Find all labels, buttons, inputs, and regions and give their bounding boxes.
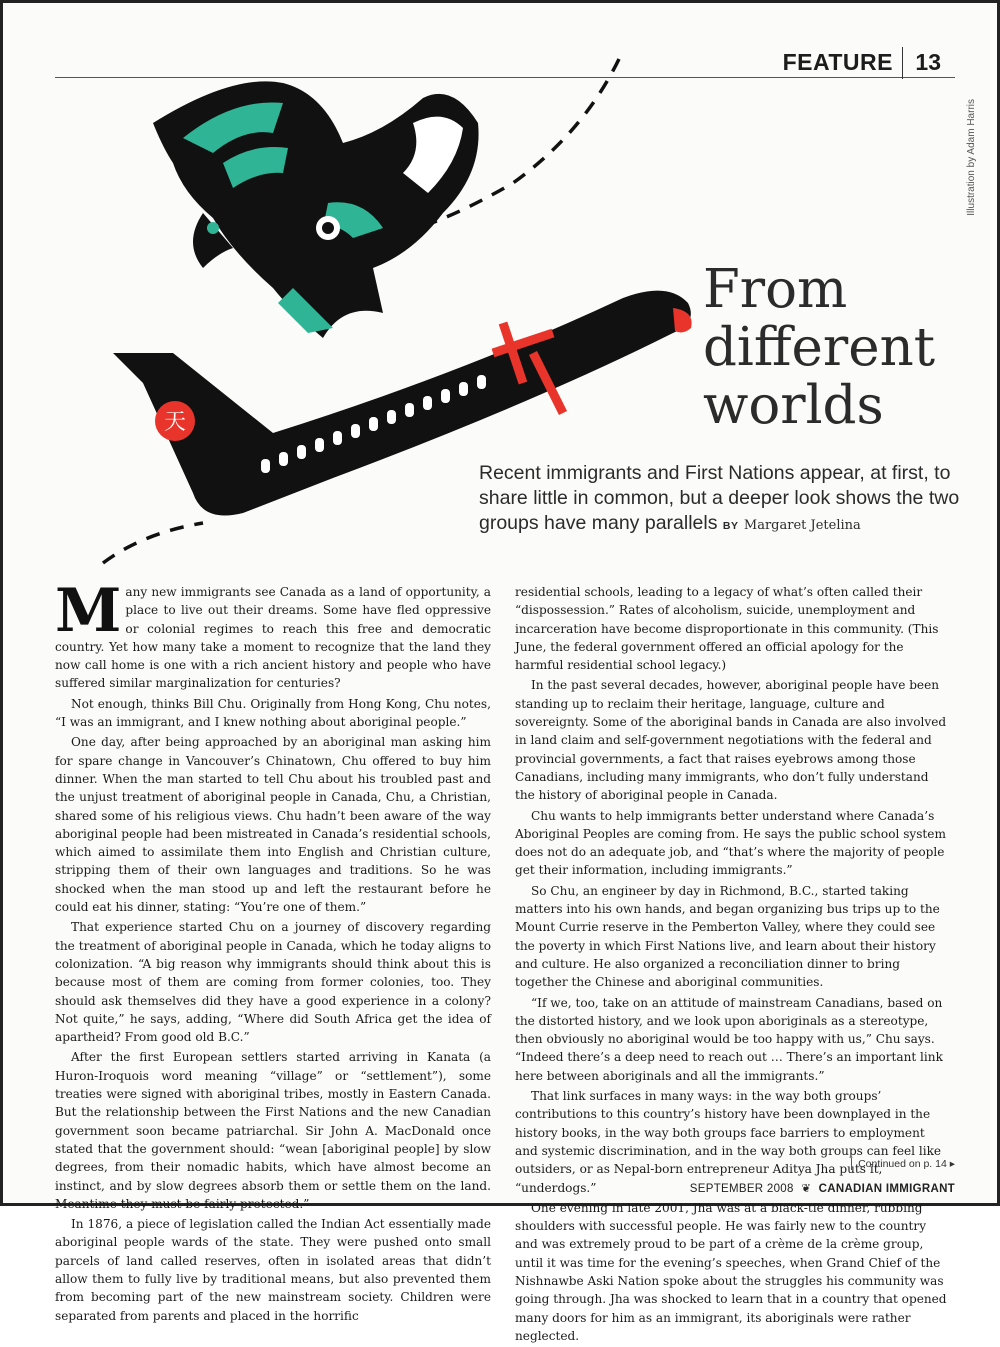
- article-title: [703, 261, 993, 435]
- article-dek: [479, 461, 979, 539]
- continued-link[interactable]: Continued on p. 14 ▸: [851, 1158, 955, 1170]
- paragraph: Many new immigrants see Canada as a land of opportunity, a place to live out their dreams. Some have fled oppressive or colonial regimes to reach this free and democratic country. Yet how many take a moment to recognize that the land they now call home is one with a rich ancient history and people who have suffered similar marginalization for centuries?: [55, 576, 491, 691]
- magazine-name: CANADIAN IMMIGRANT: [818, 1183, 955, 1195]
- body-column-left: [55, 576, 491, 1327]
- drop-cap: M: [55, 576, 122, 646]
- illustration-credit: Illustration by Adam Harris: [966, 99, 977, 216]
- paragraph: So Chu, an engineer by day in Richmond, B.C., started taking matters into his own hands, and began organizing bus trips up to the Mount Currie reserve in the Pemberton Valley, where they could see the poverty in which First Nations live, and learn about their history and culture. He also organized a reconciliation dinner to bring together the Chinese and aboriginal communities.: [515, 883, 940, 990]
- plane-tail-glyph: 天: [163, 410, 187, 435]
- author-name: Margaret Jetelina: [743, 518, 861, 533]
- paragraph: residential schools, leading to a legacy of what’s often called their “dispossession.” Rates of alcoholism, suicide, unemployment and incarceration have become disproportionate in this community. (This June, the federal government offered an official apology for the harmful residential school legacy.): [515, 585, 939, 673]
- paragraph: That link surfaces in many ways: in the way both groups’ contributions to this country’s history have been downplayed in the history books, in the way both groups face barriers to employment and systemic discrimination, and in the way both groups can feel like outsiders, or as Nepal-born entrepreneur Aditya Jha puts it, “underdogs.”: [515, 1089, 942, 1195]
- byline-label: BY: [722, 520, 739, 532]
- maple-leaf-icon: ❦: [801, 1183, 812, 1195]
- dek-text: Recent immigrants and First Nations appear, at first, to share little in common, but a deeper look shows the two groups have many parallels: [479, 462, 960, 534]
- issue-date: SEPTEMBER 2008: [689, 1183, 794, 1195]
- title-line: worlds: [703, 375, 884, 436]
- paragraph: After the first European settlers started arriving in Kanata (a Huron-Iroquois word meaning “village” or “settlement”), some treaties were signed with aboriginal tribes, mostly in Eastern Canada. But the relationship between the First Nations and the new Canadian government soon became patriarchal. Sir John A. MacDonald once stated that the government should: “wean [aboriginal people] by slow degrees, from their nomadic habits, which have almost become an instinct, and by slow degrees absorb them or settle them on the land. Meantime they must be fairly protected.”: [55, 1050, 491, 1211]
- paragraph: Not enough, thinks Bill Chu. Originally from Hong Kong, Chu notes, “I was an immigrant, and I knew nothing about aboriginal people.”: [55, 696, 491, 730]
- paragraph: One evening in late 2001, Jha was at a black-tie dinner, rubbing shoulders with successful people. He was fairly new to the country and was extremely proud to be part of a crème de la crème group, until it was time for the evening’s speeches, when Grand Chief of the Nishnawbe Aski Nation spoke about the struggles his community was going through. Jha was shocked to learn that in a country that opened many doors for him as an immigrant, its aboriginals were rather neglected.: [515, 1200, 947, 1343]
- flight-path-lower: [103, 523, 203, 563]
- paragraph: That experience started Chu on a journey of discovery regarding the treatment of aboriginal people in Canada, which he today aligns to colonization. “A big reason why immigrants should think about this is because most of them are coming from former colonies, too. They should ask themselves did they have a good experience in a colony? Not quite,” he says, adding, “Where did South Africa get the idea of apartheid? From good old B.C.”: [55, 920, 491, 1045]
- thunderbird-icon: [153, 81, 479, 338]
- paragraph: Chu wants to help immigrants better understand where Canada’s Aboriginal Peoples are coming from. He says the public school system does not do an adequate job, and “that’s where the majority of people get their information, including immigrants.”: [515, 808, 946, 878]
- section-label: FEATURE: [782, 49, 893, 75]
- body-column-right: [515, 583, 951, 1347]
- paragraph: In 1876, a piece of legislation called the Indian Act essentially made aboriginal people wards of the state. They were pushed onto small parcels of land called reserves, often in isolated areas that didn’t allow them to fully live by traditional means, but also prevented them from becoming part of the new mainstream society. Children were separated from parents and placed in the horrific: [55, 1217, 491, 1323]
- paragraph: In the past several decades, however, aboriginal people have been standing up to reclaim their heritage, language, culture and sovereignty. Some of the aboriginal bands in Canada are also involved in land claim and self-government negotiations with the federal and provincial governments, a fact that raises eyebrows among those Canadians, including many immigrants, who don’t fully understand the history of aboriginal people in Canada.: [515, 678, 947, 803]
- page-footer: [690, 1181, 955, 1195]
- title-line: From: [703, 259, 848, 320]
- title-line: different: [703, 317, 936, 378]
- page-number: 13: [915, 49, 941, 75]
- paragraph: One day, after being approached by an aboriginal man asking him for spare change in Vancouver’s Chinatown, Chu offered to buy him dinner. When the man started to tell Chu about his troubled past and the unjust treatment of aboriginal people in Canada, Chu, a Christian, shared some of his religious views. Chu hadn’t been aware of the way aboriginal people had been mistreated in Canada’s residential schools, which aimed to assimilate them into English and Christian culture, stripping them of their own languages and traditions. So he was shocked when the man stood up and left the restaurant before he could eat his dinner, stating: “You’re one of them.”: [55, 735, 491, 915]
- paragraph: “If we, too, take on an attitude of mainstream Canadians, based on the distorted history, and we look upon aboriginals as a stereotype, then obviously no aboriginal would be too happy with us,” Chu says. “Indeed there’s a deep need to reach out … There’s an important link here between aboriginals and all the immigrants.”: [515, 995, 943, 1083]
- header-divider: [902, 47, 903, 79]
